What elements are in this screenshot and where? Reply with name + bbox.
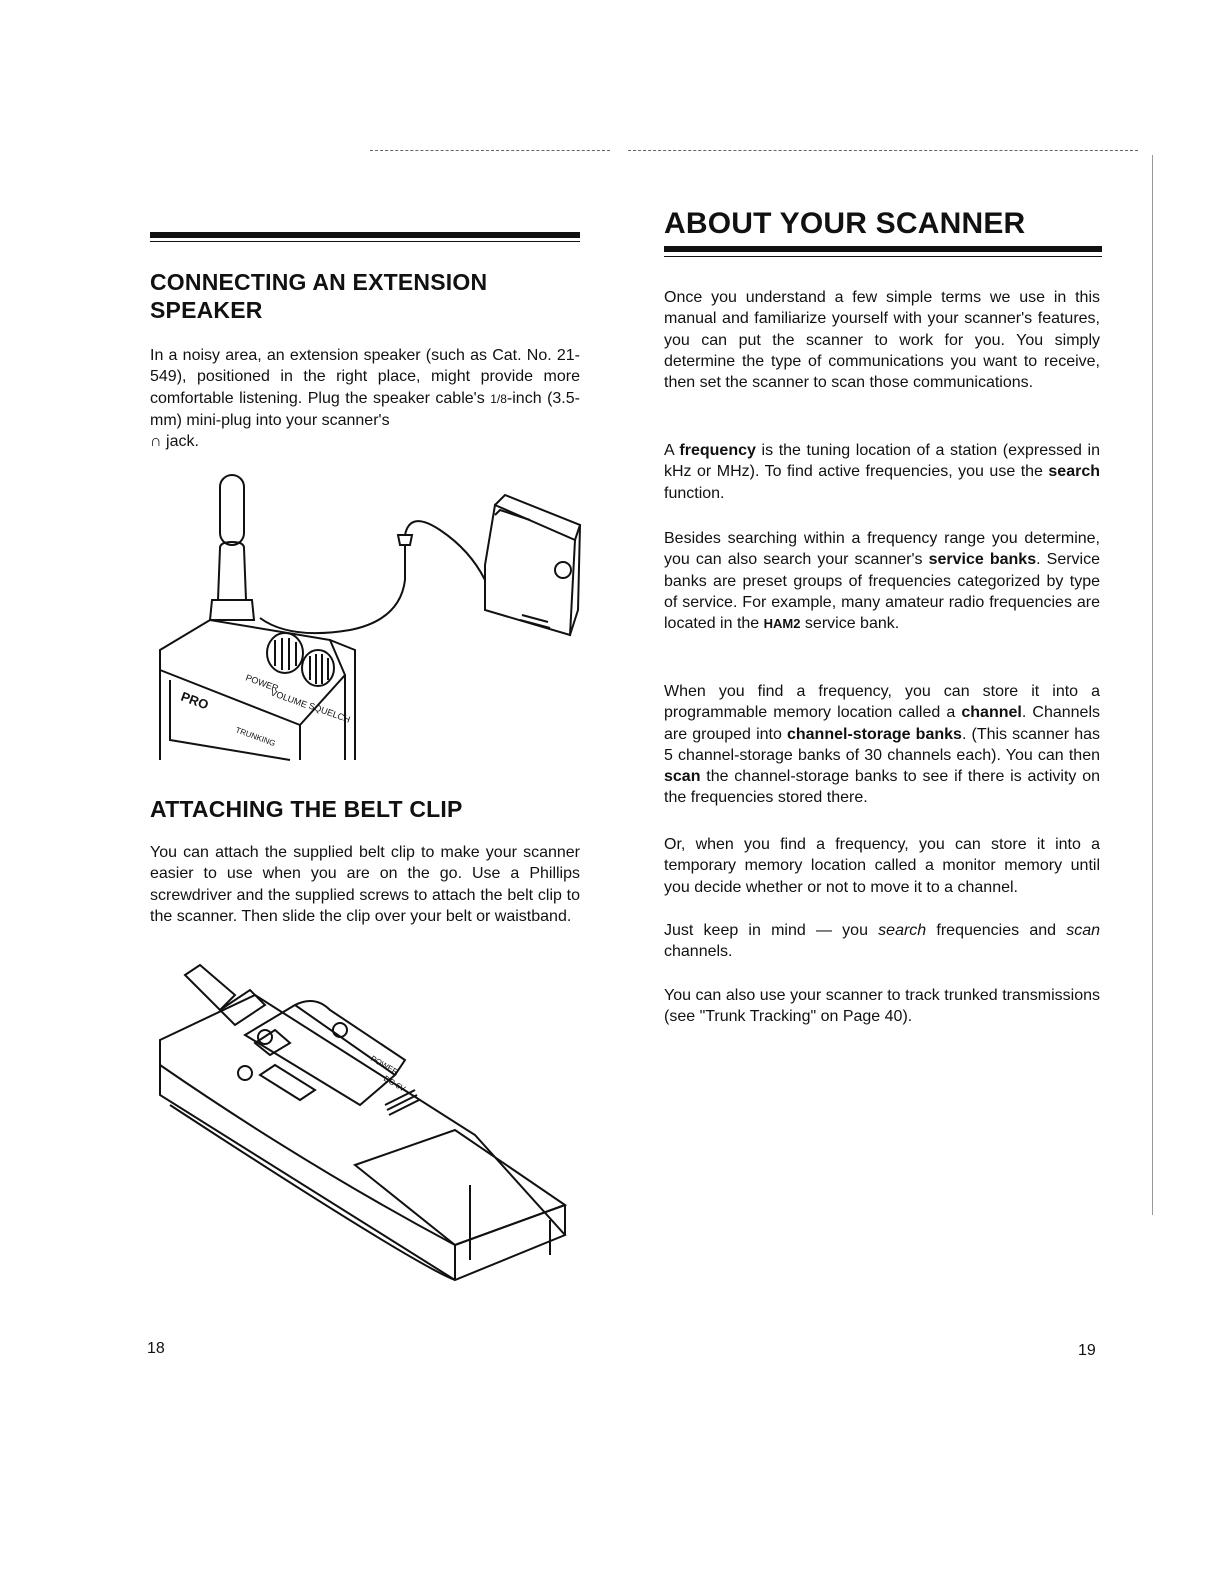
about-paragraph-5: Or, when you find a frequency, you can store it into a temporary memory location called a monitor memory until you decide whether or not to move it to a channel. [664, 836, 1100, 896]
pro-label: PRO [178, 688, 211, 713]
term-service-banks: service banks [928, 551, 1037, 569]
scan-artifact-line-right [628, 150, 1138, 151]
trunking-label: TRUNKING [234, 725, 277, 749]
headphone-jack-icon: ∩ [150, 433, 162, 451]
page-number-right: 19 [1078, 1342, 1096, 1359]
page-title-about-scanner: ABOUT YOUR SCANNER [664, 207, 1026, 240]
term-channel-storage-banks: channel-storage banks [786, 725, 962, 743]
scan-artifact-line-left [370, 150, 610, 151]
term-scan: scan [664, 768, 701, 786]
left-section-rule-thin [150, 241, 580, 242]
clip-power-label: POWER [369, 1053, 400, 1077]
clip-dc-label: DC 6V [382, 1073, 407, 1094]
extension-speaker-illustration [150, 470, 590, 770]
right-title-rule-thin [664, 256, 1102, 257]
volume-label: VOLUME [269, 687, 309, 710]
section-title-extension-speaker: CONNECTING AN EXTENSION SPEAKER [150, 269, 488, 323]
about-paragraph-4: When you find a frequency, you can store it into a programmable memory location called a channel. Channels are grouped into channel-storage banks. (This scanner has 5 channel-storage banks of 30 channels each). You can then scan the channel-storage banks to see if there is activity on the frequencies stored there. [664, 683, 1101, 807]
squelch-label: SQUELCH [307, 700, 352, 725]
extension-speaker-paragraph: In a noisy area, an extension speaker (such as Cat. No. 21-549), positioned in the right place, might provide more comfortable listening. Plug the speaker cable's 1/8-inch (3.5-mm) mini-plug into your scanner's ∩ jack. [150, 347, 580, 451]
power-label: POWER [244, 672, 280, 694]
term-search: search [1048, 463, 1100, 481]
about-paragraph-3: Besides searching within a frequency range you determine, you can also search your scanner's service banks. Service banks are preset groups of frequencies categorized by type of service. For example, many amateur radio frequencies are located in the HAM2 service bank. [664, 530, 1100, 633]
fraction: 1/8 [490, 391, 507, 406]
term-ham2: HAM2 [763, 616, 801, 632]
scan-artifact-vertical [1152, 155, 1153, 1215]
belt-clip-illustration [155, 965, 585, 1285]
section-title-belt-clip: ATTACHING THE BELT CLIP [150, 796, 463, 822]
belt-clip-paragraph: You can attach the supplied belt clip to make your scanner easier to use when you are on the go. Use a Phillips screwdriver and the supplied screws to attach the belt clip to the scanner. Then slide the clip over your belt or waistband. [150, 844, 580, 925]
term-search-italic: search [878, 922, 927, 939]
about-paragraph-7: You can also use your scanner to track trunked transmissions (see "Trunk Tracking" on Page 40). [664, 987, 1100, 1026]
left-section-rule [150, 232, 580, 238]
about-paragraph-1: Once you understand a few simple terms we use in this manual and familiarize yourself with your scanner's features, you can put the scanner to work for you. You simply determine the type of communications you want to receive, then set the scanner to scan those communications. [664, 289, 1100, 392]
term-frequency: frequency [679, 442, 756, 459]
about-paragraph-2: A frequency is the tuning location of a station (expressed in kHz or MHz). To find active frequencies, you use the search function. [664, 442, 1101, 502]
about-paragraph-6: Just keep in mind — you search frequencies and scan channels. [664, 922, 1101, 961]
term-scan-italic: scan [1066, 922, 1101, 939]
right-title-rule [664, 246, 1102, 252]
term-channel: channel [961, 704, 1022, 722]
page-number-left: 18 [147, 1340, 165, 1357]
